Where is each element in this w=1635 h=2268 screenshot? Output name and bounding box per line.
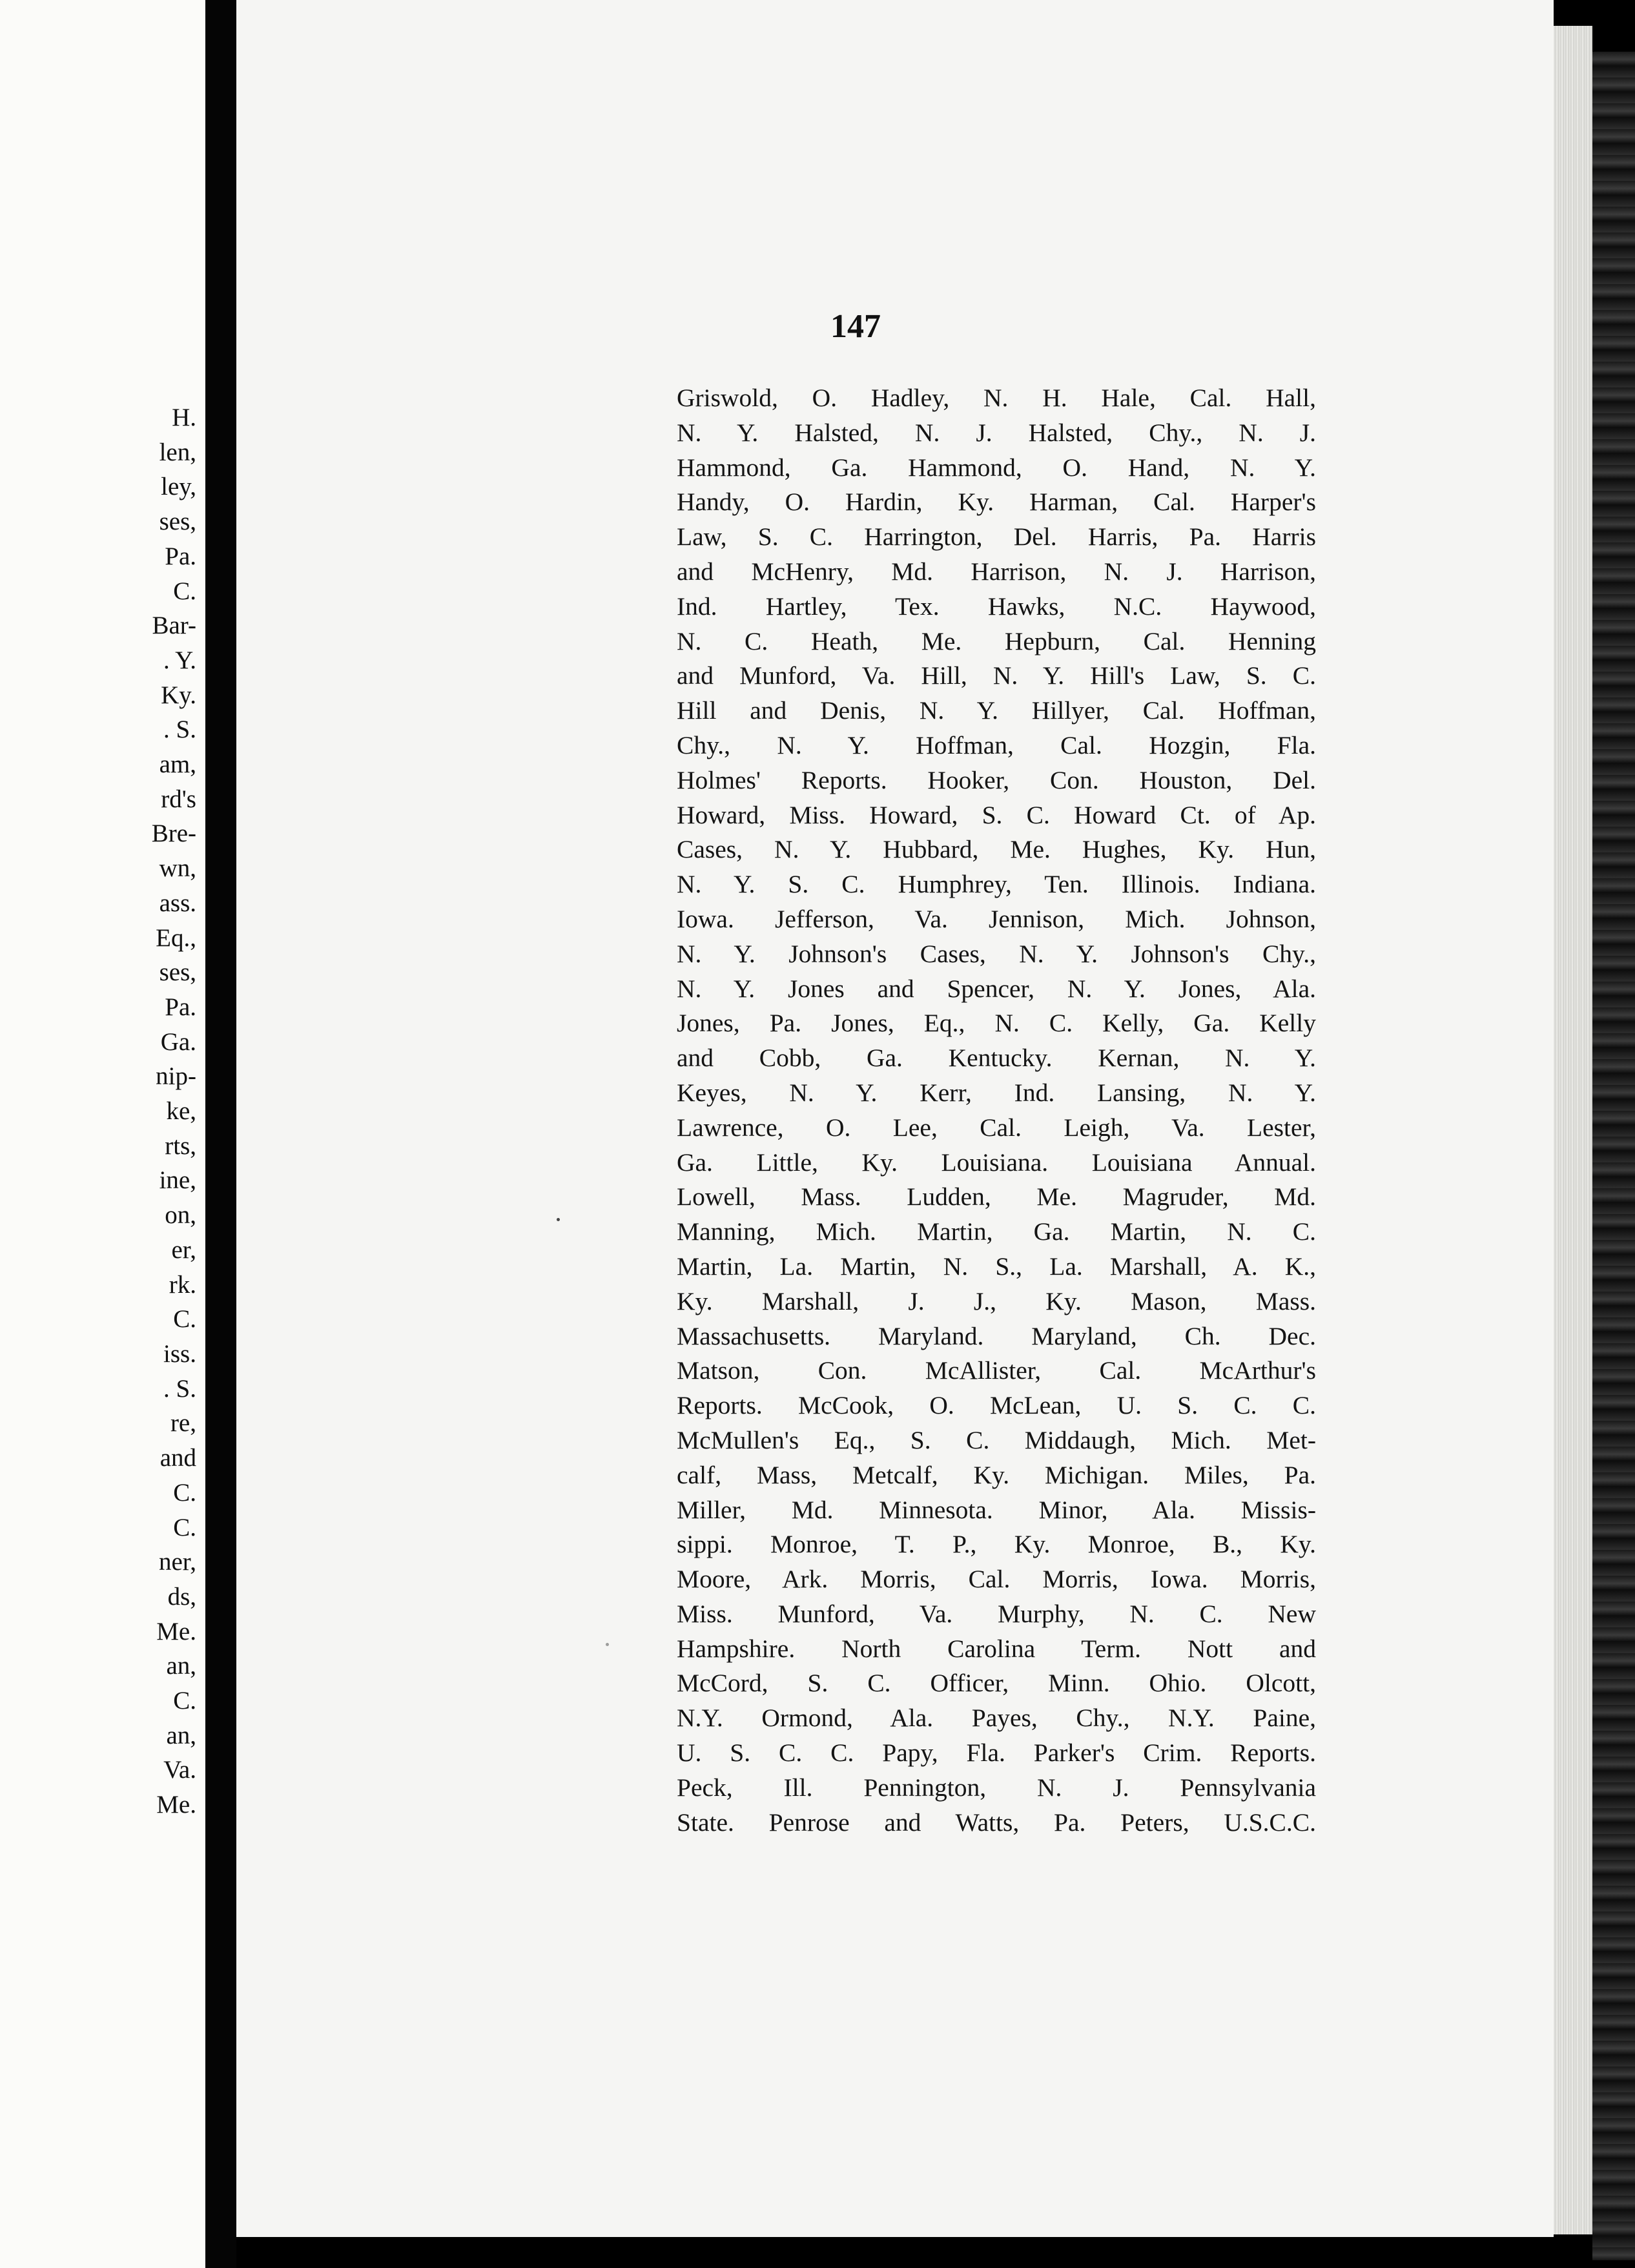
left-page-fragment: . S. [163, 1374, 196, 1403]
book-gutter [205, 0, 236, 2268]
left-page-fragment: C. [173, 1513, 196, 1541]
left-page-fragment: ds, [167, 1582, 196, 1611]
left-page-fragment: re, [170, 1409, 196, 1438]
text-line: calf, Mass, Metcalf, Ky. Michigan. Miles, Pa. [677, 1460, 1316, 1489]
text-line: Lowell, Mass. Ludden, Me. Magruder, Md. [677, 1182, 1316, 1211]
left-page-fragment: nip- [156, 1062, 196, 1091]
left-page-fragment: Bar- [152, 612, 196, 640]
text-line: N. C. Heath, Me. Hepburn, Cal. Henning [677, 626, 1316, 655]
text-line: N. Y. Johnson's Cases, N. Y. Johnson's Chy., [677, 939, 1316, 968]
text-line: N. Y. S. C. Humphrey, Ten. Illinois. Indiana. [677, 870, 1316, 899]
left-page-fragment: C. [173, 1687, 196, 1715]
left-page-fragment: len, [159, 438, 196, 466]
left-facing-page [0, 0, 205, 2268]
text-line: Howard, Miss. Howard, S. C. Howard Ct. of Ap. [677, 800, 1316, 829]
left-page-fragments [152, 400, 196, 1822]
text-line: Matson, Con. McAllister, Cal. McArthur's [677, 1356, 1316, 1385]
left-page-fragment: and [159, 1444, 196, 1472]
text-line: Miller, Md. Minnesota. Minor, Ala. Missis- [677, 1495, 1316, 1524]
left-page-fragment: ke, [166, 1097, 196, 1126]
text-line: Handy, O. Hardin, Ky. Harman, Cal. Harper's [677, 488, 1316, 517]
text-line: Massachusetts. Maryland. Maryland, Ch. Dec. [677, 1321, 1316, 1350]
text-line: U. S. C. C. Papy, Fla. Parker's Crim. Reports. [677, 1738, 1316, 1768]
text-line: Griswold, O. Hadley, N. H. Hale, Cal. Hall, [677, 384, 1316, 412]
left-page-fragment: iss. [163, 1339, 196, 1368]
left-page-fragment: Ky. [161, 681, 196, 709]
text-line: Jones, Pa. Jones, Eq., N. C. Kelly, Ga. Kelly [677, 1009, 1316, 1038]
text-line: Miss. Munford, Va. Murphy, N. C. New [677, 1599, 1316, 1628]
text-line: Cases, N. Y. Hubbard, Me. Hughes, Ky. Hun, [677, 835, 1316, 864]
left-page-fragment: wn, [159, 854, 196, 883]
left-page-fragment: H. [172, 404, 196, 431]
left-page-fragment: C. [173, 1478, 196, 1507]
book-binding [1592, 52, 1635, 2260]
left-page-fragment: an, [166, 1652, 196, 1680]
left-page-fragment: Me. [156, 1617, 196, 1645]
left-page-fragment: Pa. [165, 542, 196, 570]
text-line: and Cobb, Ga. Kentucky. Kernan, N. Y. [677, 1044, 1316, 1073]
left-page-fragment: ses, [159, 508, 196, 536]
left-page-fragment: Va. [163, 1756, 196, 1784]
text-line: Reports. McCook, O. McLean, U. S. C. C. [677, 1391, 1316, 1420]
text-line: Iowa. Jefferson, Va. Jennison, Mich. Johnson, [677, 904, 1316, 933]
left-page-fragment: Bre- [151, 820, 196, 848]
text-line: Hampshire. North Carolina Term. Nott and [677, 1634, 1316, 1663]
text-line: Lawrence, O. Lee, Cal. Leigh, Va. Lester, [677, 1113, 1316, 1142]
paper-speck [606, 1643, 609, 1646]
text-line: McMullen's Eq., S. C. Middaugh, Mich. Met- [677, 1425, 1316, 1454]
text-line: Holmes' Reports. Hooker, Con. Houston, Del. [677, 765, 1316, 794]
text-line: Martin, La. Martin, N. S., La. Marshall, A. K., [677, 1252, 1316, 1281]
text-line: N. Y. Halsted, N. J. Halsted, Chy., N. J. [677, 418, 1316, 447]
left-page-fragment: am, [159, 750, 196, 779]
text-line: Manning, Mich. Martin, Ga. Martin, N. C. [677, 1217, 1316, 1246]
text-line: Law, S. C. Harrington, Del. Harris, Pa. Harris [677, 522, 1316, 552]
text-line: Chy., N. Y. Hoffman, Cal. Hozgin, Fla. [677, 730, 1316, 759]
left-page-fragment: ass. [159, 889, 196, 917]
text-line: Keyes, N. Y. Kerr, Ind. Lansing, N. Y. [677, 1078, 1316, 1107]
left-page-fragment: rk. [169, 1270, 196, 1299]
left-page-fragment: ner, [159, 1548, 196, 1576]
left-page-fragment: C. [173, 577, 196, 605]
text-line: N.Y. Ormond, Ala. Payes, Chy., N.Y. Paine, [677, 1704, 1316, 1733]
left-page-fragment: ley, [161, 473, 196, 501]
body-text [677, 381, 1316, 1840]
text-line: Ky. Marshall, J. J., Ky. Mason, Mass. [677, 1286, 1316, 1315]
left-page-fragment: rd's [161, 785, 196, 813]
text-line: Peck, Ill. Pennington, N. J. Pennsylvania [677, 1773, 1316, 1802]
left-page-fragment: Me. [156, 1791, 196, 1819]
left-page-fragment: Pa. [165, 993, 196, 1021]
text-line: and McHenry, Md. Harrison, N. J. Harrison, [677, 557, 1316, 586]
text-line: Ga. Little, Ky. Louisiana. Louisiana Annual. [677, 1148, 1316, 1177]
left-page-fragment: Eq., [156, 923, 196, 952]
text-line: State. Penrose and Watts, Pa. Peters, U.S.C.C. [677, 1808, 1316, 1837]
text-line: Hammond, Ga. Hammond, O. Hand, N. Y. [677, 453, 1316, 482]
page-edges [1554, 26, 1592, 2234]
left-page-fragment: . Y. [163, 646, 196, 674]
left-page-fragment: ses, [159, 958, 196, 987]
page-number: 147 [830, 308, 881, 345]
text-line: Ind. Hartley, Tex. Hawks, N.C. Haywood, [677, 592, 1316, 621]
text-line: and Munford, Va. Hill, N. Y. Hill's Law, S. C. [677, 661, 1316, 690]
left-page-fragment: rts, [165, 1131, 196, 1160]
paper-speck [557, 1218, 560, 1221]
left-page-fragment: ine, [159, 1166, 196, 1195]
left-page-fragment: Ga. [160, 1027, 196, 1056]
left-page-fragment: er, [171, 1235, 196, 1264]
text-line: McCord, S. C. Officer, Minn. Ohio. Olcott, [677, 1669, 1316, 1698]
left-page-fragment: on, [165, 1201, 196, 1230]
text-line: N. Y. Jones and Spencer, N. Y. Jones, Ala. [677, 974, 1316, 1003]
left-page-fragment: . S. [163, 716, 196, 744]
left-page-fragment: C. [173, 1305, 196, 1334]
text-line: Moore, Ark. Morris, Cal. Morris, Iowa. Morris, [677, 1565, 1316, 1594]
text-line: sippi. Monroe, T. P., Ky. Monroe, B., Ky. [677, 1530, 1316, 1559]
left-page-fragment: an, [166, 1721, 196, 1749]
text-line: Hill and Denis, N. Y. Hillyer, Cal. Hoffman, [677, 696, 1316, 725]
